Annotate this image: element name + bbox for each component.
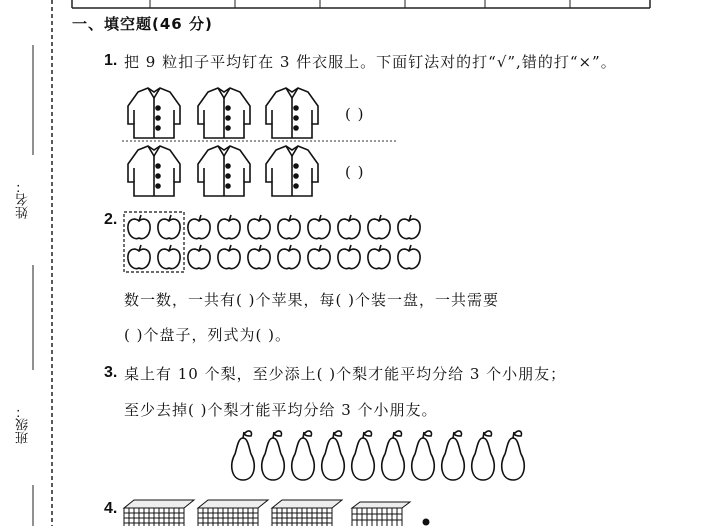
cube-blocks — [124, 500, 429, 526]
apple-icon — [278, 245, 300, 269]
cube-block-icon — [272, 500, 342, 526]
answer-box-1[interactable]: ( ) — [345, 105, 365, 123]
apple-icon — [218, 245, 240, 269]
pears-row — [232, 431, 525, 480]
shirt-icon — [128, 146, 180, 196]
question-2-line-2: ( )个盘子，列式为( )。 — [124, 326, 291, 344]
question-3-number: 3. — [104, 364, 118, 381]
class-label: 班级： — [16, 405, 31, 444]
question-2-line-1: 数一数，一共有( )个苹果，每( )个装一盘，一共需要 — [124, 291, 499, 309]
question-1-number: 1. — [104, 52, 118, 69]
shirt-icon — [198, 88, 250, 138]
apple-icon — [248, 215, 270, 239]
apple-icon — [368, 245, 390, 269]
pear-icon — [262, 431, 285, 480]
apple-icon — [398, 215, 420, 239]
apple-icon — [338, 245, 360, 269]
apple-icon — [368, 215, 390, 239]
question-4-number: 4. — [104, 500, 118, 517]
apple-icon — [308, 215, 330, 239]
cube-block-icon — [198, 500, 268, 526]
question-3-line-1: 桌上有 10 个梨，至少添上( )个梨才能平均分给 3 个小朋友； — [124, 365, 567, 383]
pear-icon — [322, 431, 345, 480]
cube-block-icon — [124, 500, 194, 526]
question-3-line-2: 至少去掉( )个梨才能平均分给 3 个小朋友。 — [124, 401, 438, 419]
apple-icon — [308, 245, 330, 269]
question-2-number: 2. — [104, 211, 118, 228]
apple-icon — [128, 245, 150, 269]
top-table-remnant — [72, 0, 650, 8]
apple-icon — [278, 215, 300, 239]
shirt-icon — [266, 146, 318, 196]
pear-icon — [442, 431, 465, 480]
shirt-icon — [128, 88, 180, 138]
apple-icon — [158, 215, 180, 239]
question-1-text: 把 9 粒扣子平均钉在 3 件衣服上。下面钉法对的打“√”,错的打“×”。 — [124, 53, 617, 71]
apple-icon — [338, 215, 360, 239]
apple-icon — [218, 215, 240, 239]
apple-icon — [158, 245, 180, 269]
apple-icon — [188, 215, 210, 239]
apple-icon — [248, 245, 270, 269]
pear-icon — [472, 431, 495, 480]
pear-icon — [382, 431, 405, 480]
pear-icon — [502, 431, 525, 480]
answer-box-2[interactable]: ( ) — [345, 163, 365, 181]
apple-icon — [128, 215, 150, 239]
section-title: 一、填空题(46 分) — [72, 15, 213, 33]
shirts-row-2 — [128, 146, 318, 196]
pear-icon — [292, 431, 315, 480]
shirt-icon — [266, 88, 318, 138]
pear-icon — [352, 431, 375, 480]
shirts-row-1 — [128, 88, 318, 138]
apple-icon — [188, 245, 210, 269]
apple-icon — [398, 245, 420, 269]
name-label: 姓名： — [16, 180, 31, 219]
cube-block-icon — [352, 502, 410, 526]
pear-icon — [232, 431, 255, 480]
shirt-icon — [198, 146, 250, 196]
apples-grid — [128, 215, 420, 269]
pear-icon — [412, 431, 435, 480]
small-cube-icon — [423, 519, 429, 525]
